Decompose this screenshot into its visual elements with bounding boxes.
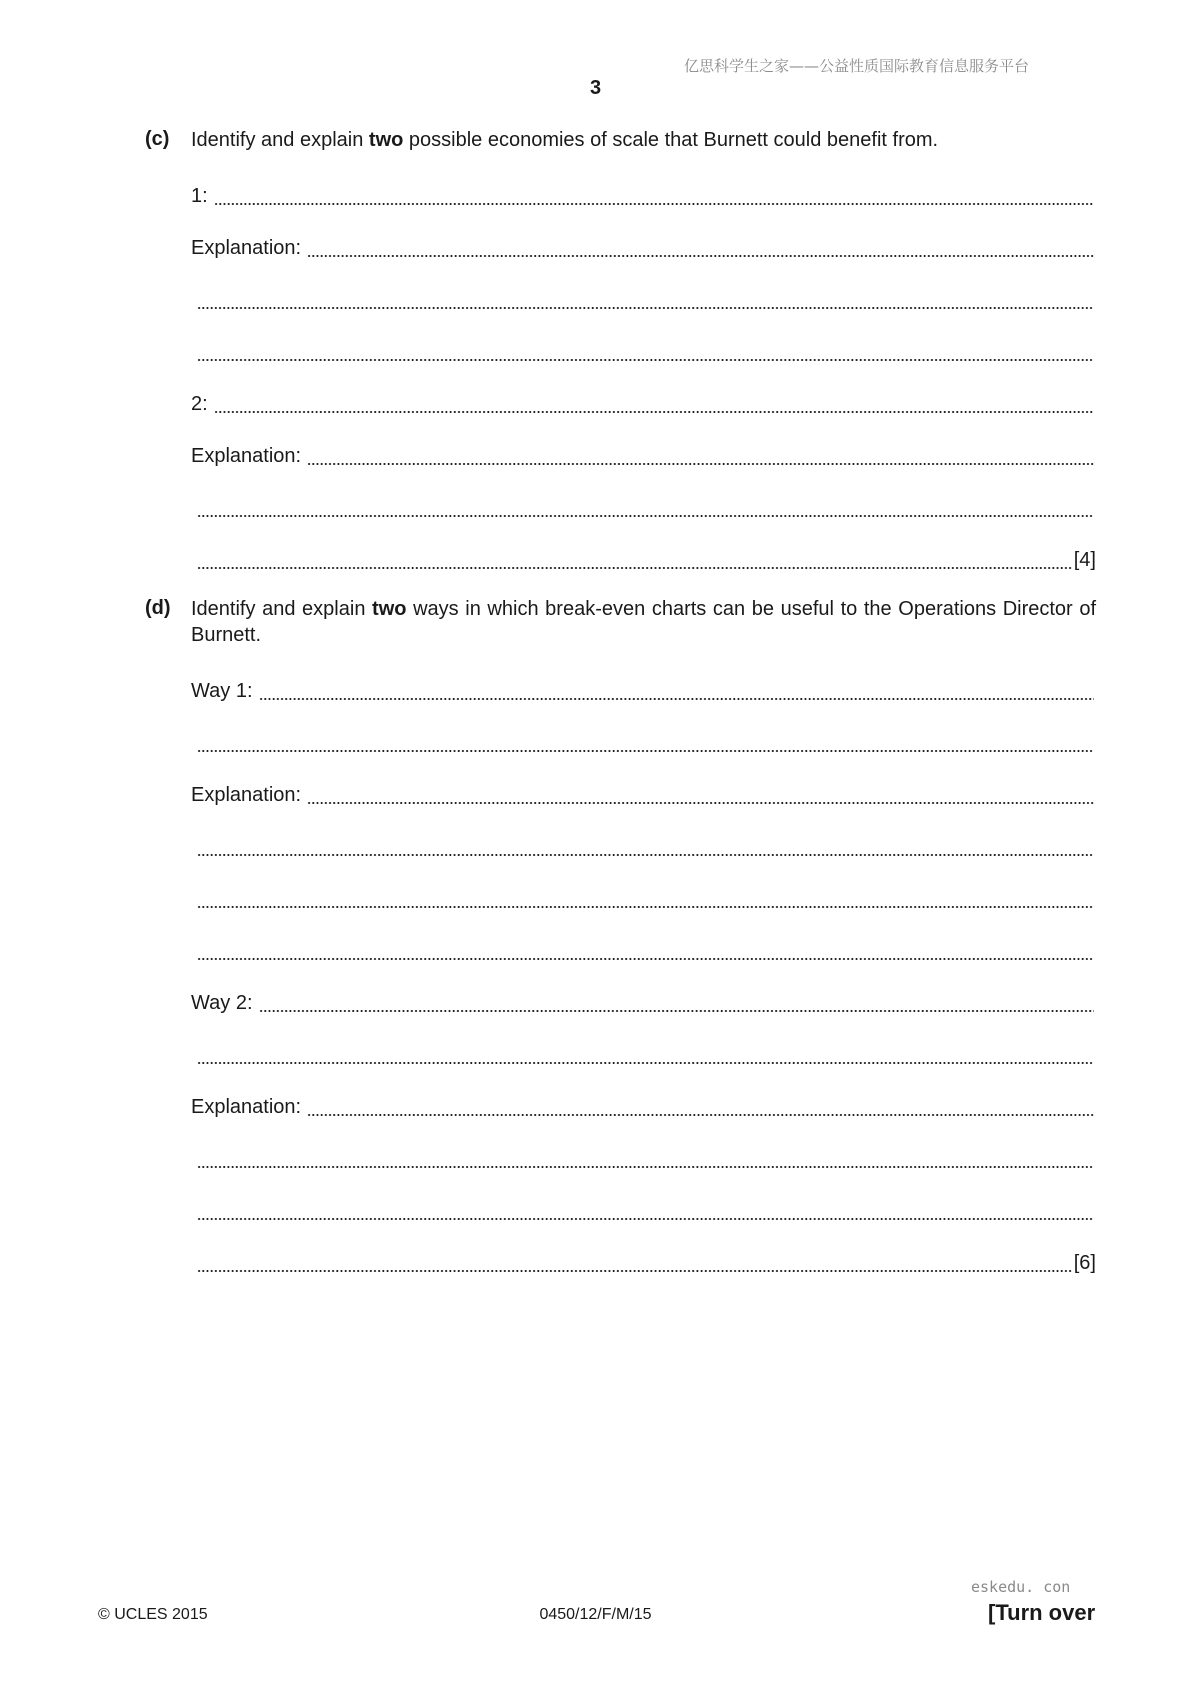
dotted-answer-space	[259, 989, 1095, 1013]
answer-line-prefix: Explanation:	[191, 784, 302, 806]
dotted-answer-space	[197, 937, 1094, 961]
question-d-text-after: ways in which break-even charts can be useful to the Operations Director of Burnett.	[191, 598, 1096, 646]
footer-watermark: eskedu. con	[971, 1578, 1071, 1596]
dotted-answer-space	[197, 494, 1094, 518]
answer-line-prefix: Way 1:	[191, 680, 253, 702]
marks-label: [6]	[1073, 1252, 1096, 1274]
answer-line[interactable]	[191, 1089, 1096, 1119]
answer-line[interactable]	[191, 829, 1096, 859]
answer-line[interactable]	[191, 334, 1096, 364]
answer-line[interactable]	[191, 178, 1096, 208]
answer-line[interactable]	[191, 673, 1096, 703]
dotted-answer-space	[214, 390, 1094, 414]
answer-line[interactable]	[191, 985, 1096, 1015]
question-d-text-bold: two	[372, 598, 407, 620]
dotted-answer-space	[197, 833, 1094, 857]
answer-line-prefix: Explanation:	[191, 237, 302, 259]
dotted-answer-space	[307, 781, 1094, 805]
answer-line[interactable]	[191, 1037, 1096, 1067]
question-c-text-bold: two	[368, 129, 404, 151]
header-watermark: 亿思科学生之家——公益性质国际教育信息服务平台	[684, 57, 1030, 75]
answer-line-prefix: 2:	[191, 393, 208, 415]
dotted-answer-space	[307, 234, 1094, 258]
dotted-answer-space	[197, 546, 1072, 570]
answer-line[interactable]	[191, 438, 1096, 468]
dotted-answer-space	[197, 338, 1094, 362]
dotted-answer-space	[197, 729, 1094, 753]
answer-line[interactable]	[191, 230, 1096, 260]
answer-line[interactable]	[191, 282, 1096, 312]
marks-label: [4]	[1073, 549, 1096, 571]
page-number: 3	[589, 77, 602, 99]
dotted-answer-space	[197, 885, 1094, 909]
question-c-text-after: possible economies of scale that Burnett could benefit from.	[403, 129, 939, 151]
turn-over-label: [Turn over	[988, 1600, 1096, 1625]
answer-line[interactable]	[191, 1141, 1096, 1171]
answer-line[interactable]	[191, 1193, 1096, 1223]
question-d-label: (d)	[145, 597, 171, 619]
question-c-text	[191, 127, 938, 153]
dotted-answer-space	[197, 1041, 1094, 1065]
answer-line-prefix: Way 2:	[191, 992, 253, 1014]
answer-line[interactable]	[191, 542, 1096, 572]
answer-line[interactable]	[191, 881, 1096, 911]
answer-line-prefix: 1:	[191, 185, 208, 207]
answer-line[interactable]	[191, 725, 1096, 755]
answer-line[interactable]	[191, 933, 1096, 963]
question-d-text-before: Identify and explain	[191, 598, 373, 620]
answer-line[interactable]	[191, 490, 1096, 520]
dotted-answer-space	[307, 442, 1094, 466]
answer-line[interactable]	[191, 777, 1096, 807]
copyright-text: © UCLES 2015	[98, 1606, 208, 1623]
dotted-answer-space	[214, 182, 1094, 206]
paper-code: 0450/12/F/M/15	[539, 1606, 652, 1623]
answer-line-prefix: Explanation:	[191, 445, 302, 467]
dotted-answer-space	[197, 1197, 1094, 1221]
question-c-label: (c)	[145, 128, 170, 150]
dotted-answer-space	[307, 1093, 1094, 1117]
answer-line[interactable]	[191, 1245, 1096, 1275]
dotted-answer-space	[197, 1145, 1094, 1169]
question-c-text-before: Identify and explain	[191, 129, 369, 151]
answer-line-prefix: Explanation:	[191, 1096, 302, 1118]
answer-line[interactable]	[191, 386, 1096, 416]
dotted-answer-space	[197, 1249, 1072, 1273]
question-d-text	[191, 596, 1096, 648]
dotted-answer-space	[259, 677, 1095, 701]
dotted-answer-space	[197, 286, 1094, 310]
